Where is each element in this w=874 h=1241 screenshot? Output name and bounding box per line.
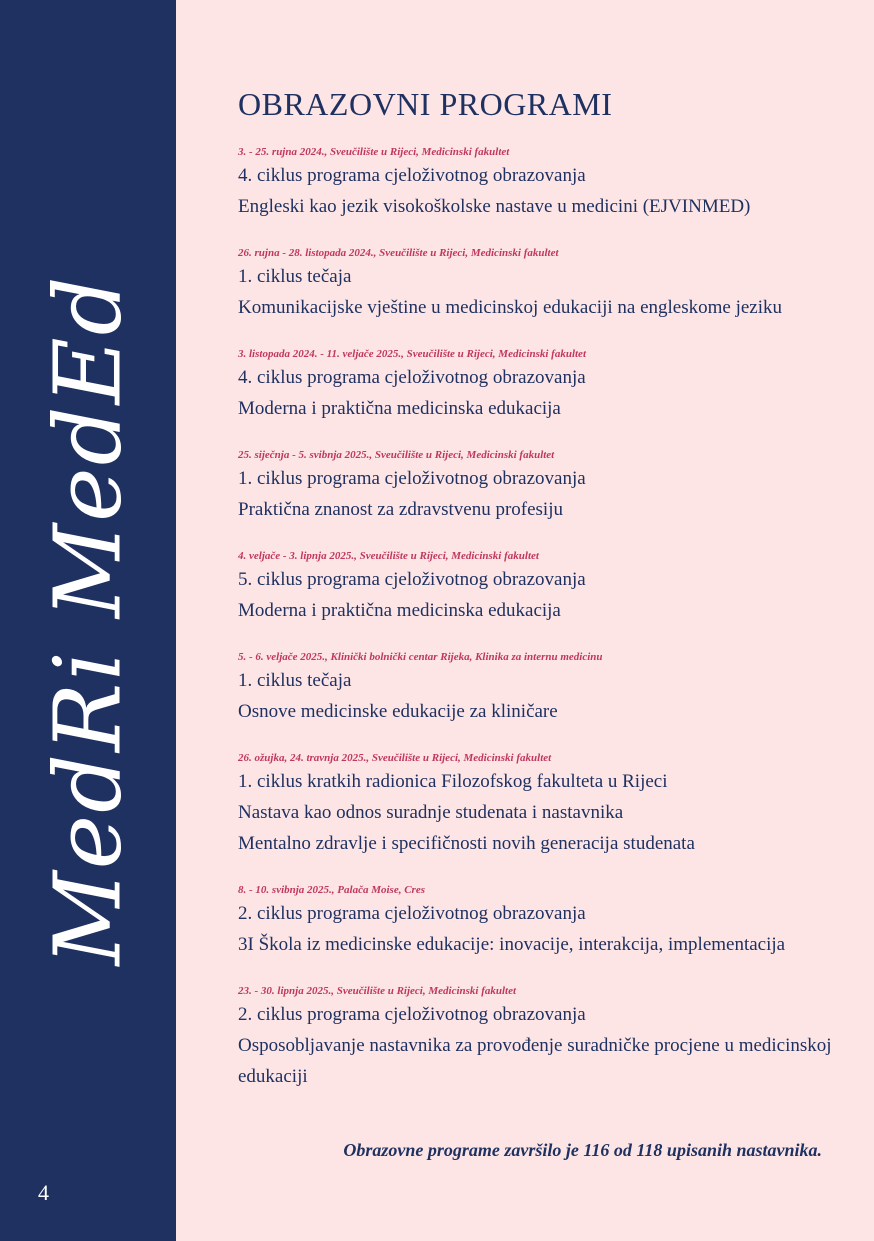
program-date-location: 26. rujna - 28. listopada 2024., Sveučilište u Rijeci, Medicinski fakultet [238, 247, 559, 259]
program-cycle: 4. ciklus programa cjeloživotnog obrazovanja [238, 367, 586, 388]
program-entry [238, 447, 838, 525]
program-cycle: 5. ciklus programa cjeloživotnog obrazovanja [238, 569, 586, 590]
program-date-location: 26. ožujka, 24. travnja 2025., Sveučilište u Rijeci, Medicinski fakultet [238, 752, 552, 764]
program-cycle: 2. ciklus programa cjeloživotnog obrazovanja [238, 1004, 586, 1025]
program-cycle: 2. ciklus programa cjeloživotnog obrazovanja [238, 903, 586, 924]
sidebar-band [0, 0, 176, 1241]
program-title: Osnove medicinske edukacije za kliničare [238, 701, 558, 722]
program-title: Komunikacijske vještine u medicinskoj edukaciji na engleskome jeziku [238, 297, 782, 318]
program-cycle: 1. ciklus tečaja [238, 266, 352, 287]
program-title: Engleski kao jezik visokoškolske nastave u medicini (EJVINMED) [238, 196, 751, 217]
program-entry [238, 983, 838, 1092]
program-title: Moderna i praktična medicinska edukacija [238, 600, 561, 621]
program-date-location: 8. - 10. svibnja 2025., Palača Moise, Cres [238, 884, 425, 896]
program-date-location: 5. - 6. veljače 2025., Klinički bolnički centar Rijeka, Klinika za internu medicinu [238, 651, 603, 663]
program-entry [238, 245, 838, 323]
program-cycle: 1. ciklus kratkih radionica Filozofskog fakulteta u Rijeci [238, 771, 668, 792]
program-cycle: 1. ciklus tečaja [238, 670, 352, 691]
program-title: 3I Škola iz medicinske edukacije: inovacije, interakcija, implementacija [238, 934, 786, 955]
program-date-location: 23. - 30. lipnja 2025., Sveučilište u Rijeci, Medicinski fakultet [238, 985, 517, 997]
main-content [238, 84, 838, 1115]
program-list [238, 144, 838, 1092]
program-cycle: 1. ciklus programa cjeloživotnog obrazovanja [238, 468, 586, 489]
program-entry [238, 649, 838, 727]
program-title: Moderna i praktična medicinska edukacija [238, 398, 561, 419]
page-number: 4 [38, 1180, 49, 1205]
program-entry [238, 750, 838, 859]
program-cycle: 4. ciklus programa cjeloživotnog obrazovanja [238, 165, 586, 186]
brand-logo: MedRi MedEd [34, 274, 142, 966]
program-title: Osposobljavanje nastavnika za provođenje suradničke procjene u medicinskoj edukaciji [238, 1035, 832, 1087]
program-title: Nastava kao odnos suradnje studenata i nastavnika [238, 802, 624, 823]
program-title: Praktična znanost za zdravstvenu profesiju [238, 499, 563, 520]
program-date-location: 25. siječnja - 5. svibnja 2025., Sveučilište u Rijeci, Medicinski fakultet [238, 449, 555, 461]
page-title: OBRAZOVNI PROGRAMI [238, 86, 613, 122]
program-entry [238, 144, 838, 222]
summary-text: Obrazovne programe završilo je 116 od 118 upisanih nastavnika. [343, 1140, 822, 1160]
program-entry [238, 548, 838, 626]
program-date-location: 3. listopada 2024. - 11. veljače 2025., Sveučilište u Rijeci, Medicinski fakultet [238, 348, 586, 360]
program-title: Mentalno zdravlje i specifičnosti novih generacija studenata [238, 833, 695, 854]
program-entry [238, 882, 838, 960]
program-entry [238, 346, 838, 424]
program-date-location: 3. - 25. rujna 2024., Sveučilište u Rijeci, Medicinski fakultet [238, 146, 510, 158]
program-date-location: 4. veljače - 3. lipnja 2025., Sveučilište u Rijeci, Medicinski fakultet [238, 550, 539, 562]
